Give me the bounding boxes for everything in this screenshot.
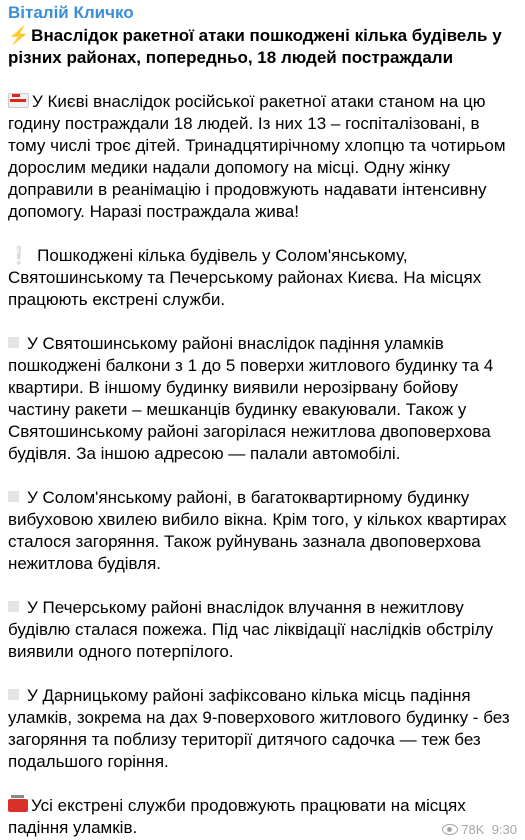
message-headline (8, 25, 517, 69)
paragraph-text: У Києві внаслідок російської ракетної атаки станом на цю годину постраждали 18 людей. Із них 13 – госпіталізовані, в тому числі троє дітей. Тринадцятирічному хлопцю та чотирьом дорослим медики надали допомогу на місці. Одну жінку доправили в реанімацію і продовжують надавати інтенсивну допомогу. Наразі постраждала жива! (8, 92, 506, 221)
lightning-icon: ⚡ (8, 26, 30, 45)
square-icon (8, 491, 19, 502)
paragraph-text: У Солом'янському районі, в багатоквартирному будинку вибуховою хвилею вибило вікна. Крім того, у кількох квартирах сталося загоряння. Також руйнувань зазнала двоповерхова нежитлова будівля. (8, 488, 507, 573)
paragraph-text: У Святошинському районі внаслідок падіння уламків пошкоджені балкони з 1 до 5 поверхи житлового будинку та 4 квартири. В іншому будинку виявили нерозірвану бойову частину ракети – мешканців будинку евакуювали. Також у Святошинському районі загорілася нежитлова двоповерхова будівля. За іншою адресою — палали автомобілі. (8, 334, 494, 463)
paragraph-sviatoshynskyi (8, 333, 517, 465)
paragraph-casualties (8, 91, 517, 223)
paragraph-emergency-services (8, 795, 517, 839)
square-icon (8, 689, 19, 700)
paragraph-text: Усі екстрені служби продовжують працювати на місцях падіння уламків. (8, 796, 466, 837)
square-icon (8, 337, 19, 348)
paragraph-darnytskyi (8, 685, 517, 773)
eye-icon (442, 824, 458, 835)
paragraph-text: У Печерському районі внаслідок влучання в нежитлову будівлю сталася пожежа. Під час ліквідації наслідків обстрілу виявили одного потерпілого. (8, 598, 494, 661)
ambulance-icon (8, 93, 29, 108)
message-time: 9:30 (491, 822, 517, 837)
paragraph-text: У Дарницькому районі зафіксовано кілька місць падіння уламків, зокрема на дах 9-поверхового житлового будинку - без загоряння та поблизу території дитячого садочка — теж без подальшого горіння. (8, 686, 510, 771)
paragraph-solomianskyi (8, 487, 517, 575)
author-name[interactable]: Віталій Кличко (8, 3, 134, 22)
views-count: 78K (461, 822, 485, 837)
paragraph-text: Пошкоджені кілька будівель у Солом'янському, Святошинському та Печерському районах Києва. На місцях працюють екстрені служби. (8, 246, 482, 309)
paragraph-damaged-buildings (8, 245, 517, 311)
fire-truck-icon (8, 799, 28, 812)
headline-text: Внаслідок ракетної атаки пошкоджені кілька будівель у різних районах, попередньо, 18 людей постраждали (8, 26, 502, 67)
square-icon (8, 601, 19, 612)
message-meta (442, 822, 517, 838)
paragraph-pecherskyi (8, 597, 517, 663)
exclamation-icon: ❕ (8, 246, 30, 265)
